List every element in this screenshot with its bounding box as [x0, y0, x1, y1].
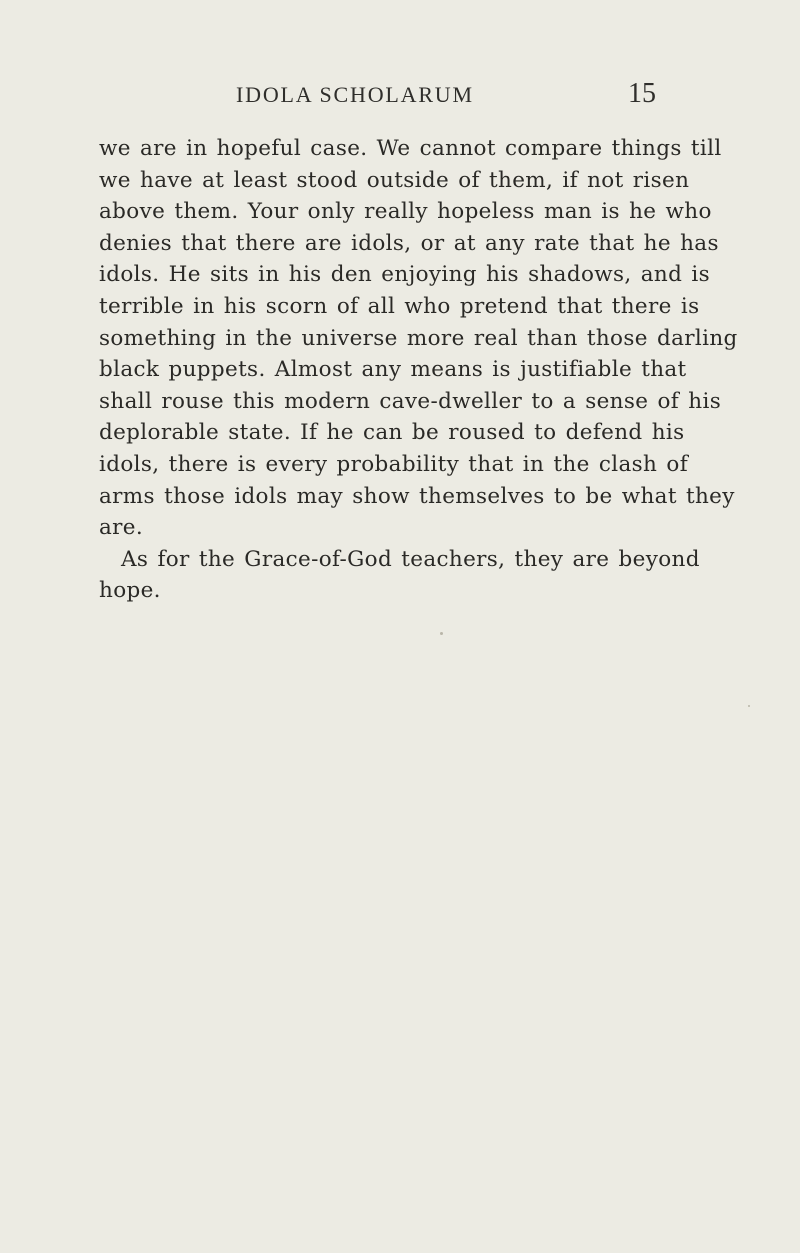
text-line: something in the universe more real than those darling [99, 325, 738, 351]
text-line: terrible in his scorn of all who pretend that there is [99, 293, 700, 319]
text-line: shall rouse this modern cave-dweller to a sense of his [99, 388, 722, 414]
text-line: we are in hopeful case. We cannot compare things till [99, 136, 722, 161]
text-line: above them. Your only really hopeless man is he who [99, 199, 712, 225]
paper-speck [748, 705, 750, 707]
paragraph-start-line: As for the Grace-of-God teachers, they are beyond [121, 546, 700, 572]
page-number: 15 [628, 78, 656, 109]
text-line: denies that there are idols, or at any rate that he has [99, 230, 719, 256]
paragraph-end-line: are. [99, 515, 144, 541]
text-line: deplorable state. If he can be roused to defend his [99, 420, 685, 446]
body-text [99, 133, 738, 607]
text-line: idols, there is every probability that in the clash of [99, 451, 689, 477]
running-head-title: IDOLA SCHOLARUM [236, 82, 474, 107]
paragraph-end-line: hope. [99, 578, 161, 604]
text-line: black puppets. Almost any means is justifiable that [99, 357, 687, 383]
text-line: idols. He sits in his den enjoying his shadows, and is [99, 262, 711, 288]
text-line: arms those idols may show themselves to be what they [99, 483, 735, 509]
text-line: we have at least stood outside of them, if not risen [99, 167, 690, 193]
paper-speck [440, 632, 443, 635]
